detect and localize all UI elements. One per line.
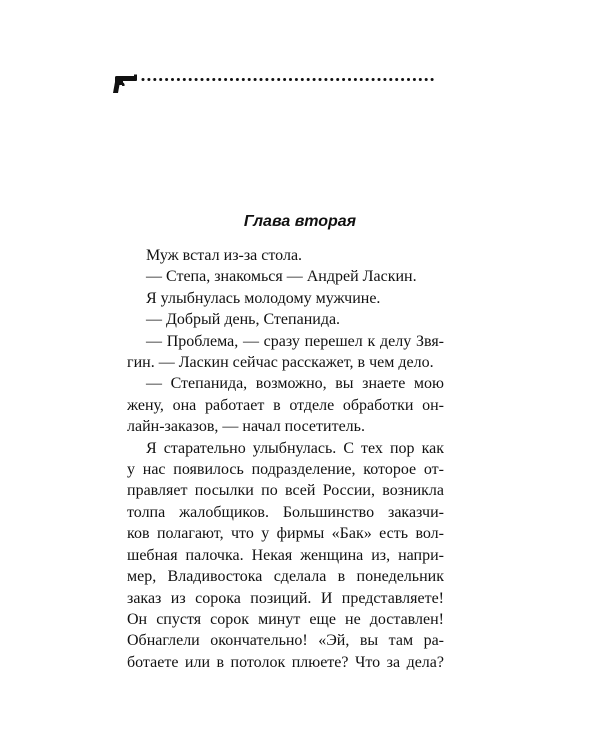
ornament-dot [407,78,410,81]
text-line: мер, Владивостока сделала в понедельник [127,568,444,586]
ornament-dot [177,78,180,81]
text-line: ботаете или в потолок плюете? Что за дела? [127,653,444,671]
ornament-dot [236,78,239,81]
text-line: правляет посылки по всей России, возникла [127,482,444,500]
ornament-dot [348,78,351,81]
ornament-dot [277,78,280,81]
ornament-dot [431,78,434,81]
ornament-dot [354,78,357,81]
text-line: заказ из сорока позиций. И представляете! [127,589,444,607]
text-line: — Добрый день, Степанида. [146,311,341,329]
ornament-dot [224,78,227,81]
ornament-dot [159,78,162,81]
ornament-dot [165,78,168,81]
ornament-dot [218,78,221,81]
ornament-dot [212,78,215,81]
ornament-dot [289,78,292,81]
text-line: Я старательно улыбнулась. С тех пор как [146,439,444,457]
ornament-dot [330,78,333,81]
ornament-dot [195,78,198,81]
ornament-dot [248,78,251,81]
ornament-dot [342,78,345,81]
ornament-dot [201,78,204,81]
ornament-dot [230,78,233,81]
ornament-dot [324,78,327,81]
ornament-dot [360,78,363,81]
ornament-dot [295,78,298,81]
header-ornament [113,73,438,95]
chapter-title: Глава вторая [243,213,357,230]
ornament-dot [283,78,286,81]
text-line: Я улыбнулась молодому мужчине. [146,289,381,307]
ornament-dot [419,78,422,81]
ornament-dot [395,78,398,81]
ornament-dot [366,78,369,81]
ornament-dot [206,78,209,81]
ornament-dot [171,78,174,81]
text-line: — Проблема, — сразу перешел к делу Звя- [146,332,444,350]
text-line: жену, она работает в отделе обработки он- [127,396,444,414]
revolver-icon [113,73,438,95]
text-line: Муж встал из-за стола. [146,247,303,264]
ornament-dot [242,78,245,81]
ornament-dot [401,78,404,81]
ornament-dot [378,78,381,81]
ornament-dot [153,78,156,81]
text-line: — Степа, знакомься — Андрей Ласкин. [146,268,417,286]
ornament-dot [260,78,263,81]
ornament-dot [189,78,192,81]
ornament-dot [147,78,150,81]
text-line: — Степанида, возможно, вы знаете мою [146,375,444,393]
ornament-dot [142,78,145,81]
ornament-dot [425,78,428,81]
ornament-dot [413,78,416,81]
ornament-dot [313,78,316,81]
ornament-dot [265,78,268,81]
body-text [127,245,444,673]
text-line: у нас появилось подразделение, которое от- [127,461,444,479]
ornament-dot [372,78,375,81]
ornament-dot [383,78,386,81]
text-line: гин. — Ласкин сейчас расскажет, в чем дело. [127,354,434,372]
ornament-dot [254,78,257,81]
ornament-dot [271,78,274,81]
ornament-dot [307,78,310,81]
ornament-dot [301,78,304,81]
text-line: толпа жалобщиков. Большинство заказчи- [127,503,444,521]
text-line: шебная палочка. Некая женщина из, напри- [127,546,444,564]
text-line: Он спустя сорок минут еще не доставлен! [127,610,444,628]
ornament-dot [319,78,322,81]
ornament-dot [183,78,186,81]
text-line: лайн-заказов, — начал посетитель. [127,418,365,436]
text-line: Обнаглели окончательно! «Эй, вы там ра- [127,632,444,650]
ornament-dot [389,78,392,81]
ornament-dot [336,78,339,81]
text-line: ков полагают, что у фирмы «Бак» есть вол- [127,525,444,543]
